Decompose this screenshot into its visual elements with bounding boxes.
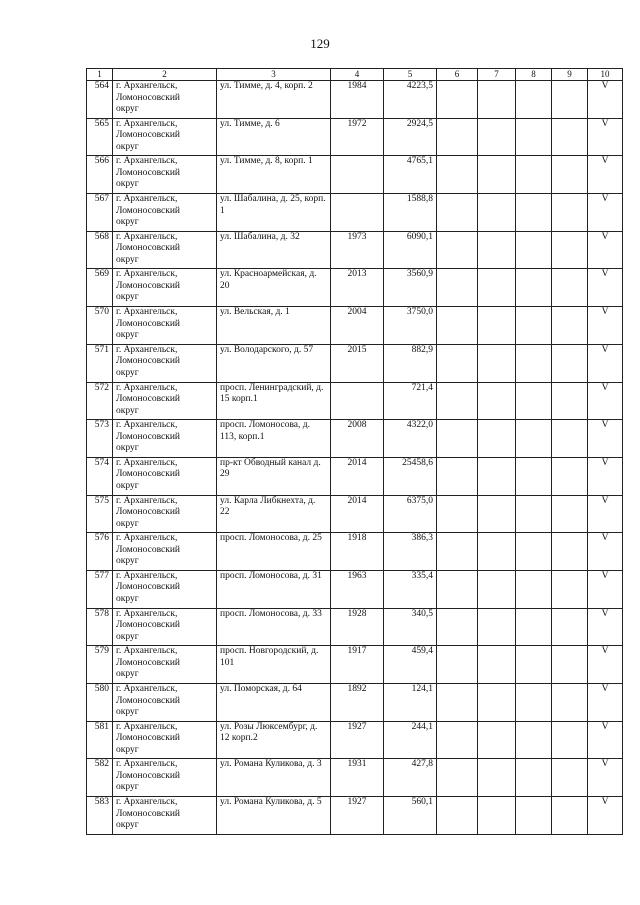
city-cell [113,194,217,232]
row-number-cell: 570 [87,307,113,345]
table-row [87,570,623,608]
empty-cell-9 [552,457,588,495]
row-number-cell: 576 [87,533,113,571]
empty-cell-7 [478,570,516,608]
area-cell: 459,4 [384,646,437,684]
column-header: 9 [552,69,588,81]
area-cell: 427,8 [384,759,437,797]
row-number-cell: 579 [87,646,113,684]
mark-cell: V [588,269,623,307]
row-number-cell: 564 [87,81,113,119]
city-line: округ [116,292,139,303]
area-cell: 124,1 [384,684,437,722]
table-row [87,269,623,307]
city-line: округ [116,443,139,454]
empty-cell-8 [516,81,552,119]
city-line: г. Архангельск, [116,382,178,393]
empty-cell-6 [437,608,478,646]
empty-cell-8 [516,231,552,269]
empty-cell-6 [437,382,478,420]
city-line: округ [116,104,139,114]
city-line: г. Архангельск, [116,646,178,657]
empty-cell-6 [437,81,478,119]
empty-cell-6 [437,194,478,232]
empty-cell-7 [478,684,516,722]
city-line: Ломоносовский [116,469,181,480]
table-row [87,457,623,495]
mark-cell: V [588,797,623,835]
empty-cell-8 [516,156,552,194]
area-cell: 244,1 [384,721,437,759]
city-line: округ [116,820,139,831]
header-row [87,69,623,81]
table-row [87,797,623,835]
city-line: Ломоносовский [116,205,181,216]
empty-cell-6 [437,797,478,835]
city-line: г. Архангельск, [116,533,178,544]
city-line: г. Архангельск, [116,307,178,318]
row-number-cell: 568 [87,231,113,269]
city-cell [113,344,217,382]
city-line: Ломоносовский [116,544,181,555]
area-cell: 721,4 [384,382,437,420]
area-cell: 882,9 [384,344,437,382]
column-header: 3 [217,69,331,81]
empty-cell-7 [478,382,516,420]
empty-cell-8 [516,797,552,835]
city-line: округ [116,707,139,717]
row-number-cell: 573 [87,420,113,458]
area-cell: 386,3 [384,533,437,571]
year-cell: 1928 [331,608,384,646]
address-cell: ул. Красноармейская, д. 20 [217,269,331,307]
empty-cell-7 [478,457,516,495]
mark-cell: V [588,118,623,156]
city-line: г. Архангельск, [116,156,178,167]
mark-cell: V [588,646,623,684]
empty-cell-9 [552,382,588,420]
area-cell: 2924,5 [384,118,437,156]
empty-cell-8 [516,194,552,232]
empty-cell-9 [552,721,588,759]
empty-cell-8 [516,721,552,759]
area-cell: 3560,9 [384,269,437,307]
city-cell [113,646,217,684]
row-number-cell: 578 [87,608,113,646]
mark-cell: V [588,457,623,495]
address-cell: просп. Ломоносова, д. 31 [217,570,331,608]
empty-cell-7 [478,194,516,232]
empty-cell-6 [437,457,478,495]
empty-cell-7 [478,307,516,345]
city-line: Ломоносовский [116,356,181,367]
city-line: г. Архангельск, [116,269,178,280]
area-cell: 4322,0 [384,420,437,458]
address-cell: ул. Карла Либкнехта, д. 22 [217,495,331,533]
city-line: г. Архангельск, [116,457,178,468]
table-row [87,646,623,684]
city-cell [113,457,217,495]
table-row [87,420,623,458]
row-number-cell: 574 [87,457,113,495]
city-line: Ломоносовский [116,243,181,254]
empty-cell-7 [478,344,516,382]
row-number-cell: 575 [87,495,113,533]
city-line: округ [116,330,139,341]
empty-cell-9 [552,759,588,797]
city-line: г. Архангельск, [116,495,178,506]
table-row [87,495,623,533]
year-cell [331,194,384,232]
address-cell: ул. Романа Куликова, д. 5 [217,797,331,835]
year-cell: 2004 [331,307,384,345]
year-cell [331,382,384,420]
address-cell: просп. Новгородский, д. 101 [217,646,331,684]
empty-cell-9 [552,307,588,345]
city-line: г. Архангельск, [116,344,178,355]
city-line: округ [116,631,139,642]
table-row [87,307,623,345]
empty-cell-6 [437,231,478,269]
empty-cell-9 [552,231,588,269]
year-cell: 1917 [331,646,384,684]
row-number-cell: 565 [87,118,113,156]
mark-cell: V [588,495,623,533]
empty-cell-9 [552,608,588,646]
empty-cell-8 [516,646,552,684]
table-row [87,156,623,194]
empty-cell-7 [478,231,516,269]
city-line: округ [116,367,139,378]
housing-registry-table [86,68,623,835]
city-line: г. Архангельск, [116,194,178,205]
city-cell [113,608,217,646]
mark-cell: V [588,533,623,571]
empty-cell-6 [437,533,478,571]
row-number-cell: 582 [87,759,113,797]
city-line: г. Архангельск, [116,684,178,694]
column-header: 5 [384,69,437,81]
mark-cell: V [588,156,623,194]
table-body [87,81,623,835]
year-cell: 1892 [331,684,384,722]
empty-cell-7 [478,759,516,797]
area-cell: 4765,1 [384,156,437,194]
city-cell [113,81,217,119]
row-number-cell: 580 [87,684,113,722]
city-line: Ломоносовский [116,92,181,103]
year-cell: 1931 [331,759,384,797]
city-line: Ломоносовский [116,280,181,291]
city-cell [113,533,217,571]
city-line: г. Архангельск, [116,118,178,129]
city-line: округ [116,141,139,152]
address-cell: ул. Шабалина, д. 25, корп. 1 [217,194,331,232]
city-line: г. Архангельск, [116,420,178,431]
table-row [87,759,623,797]
empty-cell-8 [516,382,552,420]
column-header: 10 [588,69,623,81]
empty-cell-9 [552,684,588,722]
city-line: Ломоносовский [116,431,181,442]
address-cell: просп. Ломоносова, д. 33 [217,608,331,646]
city-line: г. Архангельск, [116,231,178,242]
year-cell: 1927 [331,721,384,759]
city-line: г. Архангельск, [116,608,178,619]
row-number-cell: 577 [87,570,113,608]
city-cell [113,570,217,608]
empty-cell-8 [516,344,552,382]
city-line: г. Архангельск, [116,721,178,732]
address-cell: просп. Ломоносова, д. 25 [217,533,331,571]
city-cell [113,797,217,835]
year-cell: 2014 [331,495,384,533]
city-line: округ [116,179,139,190]
column-header: 4 [331,69,384,81]
empty-cell-8 [516,420,552,458]
empty-cell-6 [437,118,478,156]
table-row [87,344,623,382]
year-cell: 1918 [331,533,384,571]
column-header: 8 [516,69,552,81]
city-line: округ [116,405,139,416]
area-cell: 4223,5 [384,81,437,119]
address-cell: ул. Розы Люксембург, д. 12 корп.2 [217,721,331,759]
empty-cell-9 [552,118,588,156]
city-line: г. Архангельск, [116,81,178,91]
empty-cell-7 [478,269,516,307]
address-cell: пр-кт Обводный канал д. 29 [217,457,331,495]
city-line: округ [116,593,139,604]
empty-cell-7 [478,797,516,835]
table-row [87,382,623,420]
empty-cell-6 [437,420,478,458]
year-cell: 1927 [331,797,384,835]
area-cell: 6375,0 [384,495,437,533]
row-number-cell: 566 [87,156,113,194]
city-cell [113,420,217,458]
address-cell: ул. Поморская, д. 64 [217,684,331,722]
empty-cell-7 [478,721,516,759]
city-line: округ [116,254,139,265]
row-number-cell: 572 [87,382,113,420]
address-cell: ул. Романа Куликова, д. 3 [217,759,331,797]
address-cell: ул. Володарского, д. 57 [217,344,331,382]
page-number: 129 [310,36,330,51]
empty-cell-9 [552,81,588,119]
city-line: округ [116,518,139,529]
city-line: Ломоносовский [116,657,181,668]
empty-cell-9 [552,156,588,194]
mark-cell: V [588,344,623,382]
address-cell: ул. Шабалина, д. 32 [217,231,331,269]
table-row [87,118,623,156]
empty-cell-9 [552,495,588,533]
area-cell: 25458,6 [384,457,437,495]
empty-cell-6 [437,495,478,533]
empty-cell-6 [437,307,478,345]
column-header: 2 [113,69,217,81]
city-line: Ломоносовский [116,167,181,178]
table-row [87,533,623,571]
empty-cell-7 [478,81,516,119]
empty-cell-8 [516,269,552,307]
table-row [87,684,623,722]
empty-cell-6 [437,269,478,307]
year-cell: 2014 [331,457,384,495]
column-header: 6 [437,69,478,81]
row-number-cell: 567 [87,194,113,232]
mark-cell: V [588,194,623,232]
year-cell: 2008 [331,420,384,458]
mark-cell: V [588,307,623,345]
column-header: 7 [478,69,516,81]
address-cell: просп. Ленинградский, д. 15 корп.1 [217,382,331,420]
empty-cell-8 [516,684,552,722]
city-cell [113,382,217,420]
empty-cell-8 [516,495,552,533]
city-line: Ломоносовский [116,582,181,593]
mark-cell: V [588,759,623,797]
city-line: г. Архангельск, [116,570,178,581]
address-cell: ул. Вельская, д. 1 [217,307,331,345]
area-cell: 6090,1 [384,231,437,269]
area-cell: 3750,0 [384,307,437,345]
empty-cell-6 [437,759,478,797]
address-cell: ул. Тимме, д. 8, корп. 1 [217,156,331,194]
empty-cell-8 [516,118,552,156]
empty-cell-6 [437,570,478,608]
empty-cell-7 [478,118,516,156]
empty-cell-9 [552,344,588,382]
city-line: округ [116,744,139,755]
table-row [87,231,623,269]
column-header: 1 [87,69,113,81]
city-line: округ [116,217,139,228]
empty-cell-8 [516,608,552,646]
city-line: округ [116,480,139,491]
empty-cell-9 [552,797,588,835]
empty-cell-9 [552,420,588,458]
empty-cell-8 [516,759,552,797]
empty-cell-9 [552,533,588,571]
empty-cell-9 [552,570,588,608]
mark-cell: V [588,608,623,646]
area-cell: 340,5 [384,608,437,646]
city-line: Ломоносовский [116,695,181,706]
city-line: Ломоносовский [116,318,181,329]
empty-cell-8 [516,533,552,571]
address-cell: ул. Тимме, д. 6 [217,118,331,156]
mark-cell: V [588,570,623,608]
city-line: Ломоносовский [116,620,181,631]
city-line: округ [116,669,139,680]
city-line: Ломоносовский [116,507,181,518]
area-cell: 335,4 [384,570,437,608]
city-cell [113,759,217,797]
year-cell: 1963 [331,570,384,608]
row-number-cell: 583 [87,797,113,835]
empty-cell-7 [478,156,516,194]
empty-cell-9 [552,269,588,307]
empty-cell-8 [516,307,552,345]
city-cell [113,269,217,307]
city-line: округ [116,782,139,793]
address-cell: просп. Ломоносова, д. 113, корп.1 [217,420,331,458]
empty-cell-9 [552,646,588,684]
empty-cell-6 [437,156,478,194]
year-cell: 1973 [331,231,384,269]
city-cell [113,156,217,194]
city-cell [113,118,217,156]
empty-cell-6 [437,721,478,759]
mark-cell: V [588,231,623,269]
empty-cell-7 [478,533,516,571]
empty-cell-8 [516,570,552,608]
year-cell [331,156,384,194]
city-cell [113,307,217,345]
year-cell: 1984 [331,81,384,119]
empty-cell-6 [437,344,478,382]
mark-cell: V [588,382,623,420]
table-row [87,81,623,119]
city-line: Ломоносовский [116,394,181,404]
empty-cell-6 [437,684,478,722]
empty-cell-7 [478,646,516,684]
row-number-cell: 581 [87,721,113,759]
city-line: Ломоносовский [116,770,181,781]
city-cell [113,231,217,269]
table-row [87,194,623,232]
year-cell: 2015 [331,344,384,382]
empty-cell-7 [478,420,516,458]
city-cell [113,684,217,722]
empty-cell-7 [478,495,516,533]
empty-cell-7 [478,608,516,646]
address-cell: ул. Тимме, д. 4, корп. 2 [217,81,331,119]
city-cell [113,495,217,533]
city-line: округ [116,556,139,567]
mark-cell: V [588,420,623,458]
table-row [87,721,623,759]
area-cell: 1588,8 [384,194,437,232]
empty-cell-6 [437,646,478,684]
empty-cell-8 [516,457,552,495]
table-row [87,608,623,646]
city-line: г. Архангельск, [116,797,178,808]
city-cell [113,721,217,759]
row-number-cell: 569 [87,269,113,307]
city-line: Ломоносовский [116,130,181,141]
empty-cell-9 [552,194,588,232]
city-line: Ломоносовский [116,733,181,744]
city-line: г. Архангельск, [116,759,178,770]
mark-cell: V [588,721,623,759]
row-number-cell: 571 [87,344,113,382]
mark-cell: V [588,684,623,722]
mark-cell: V [588,81,623,119]
year-cell: 2013 [331,269,384,307]
year-cell: 1972 [331,118,384,156]
city-line: Ломоносовский [116,808,181,819]
area-cell: 560,1 [384,797,437,835]
